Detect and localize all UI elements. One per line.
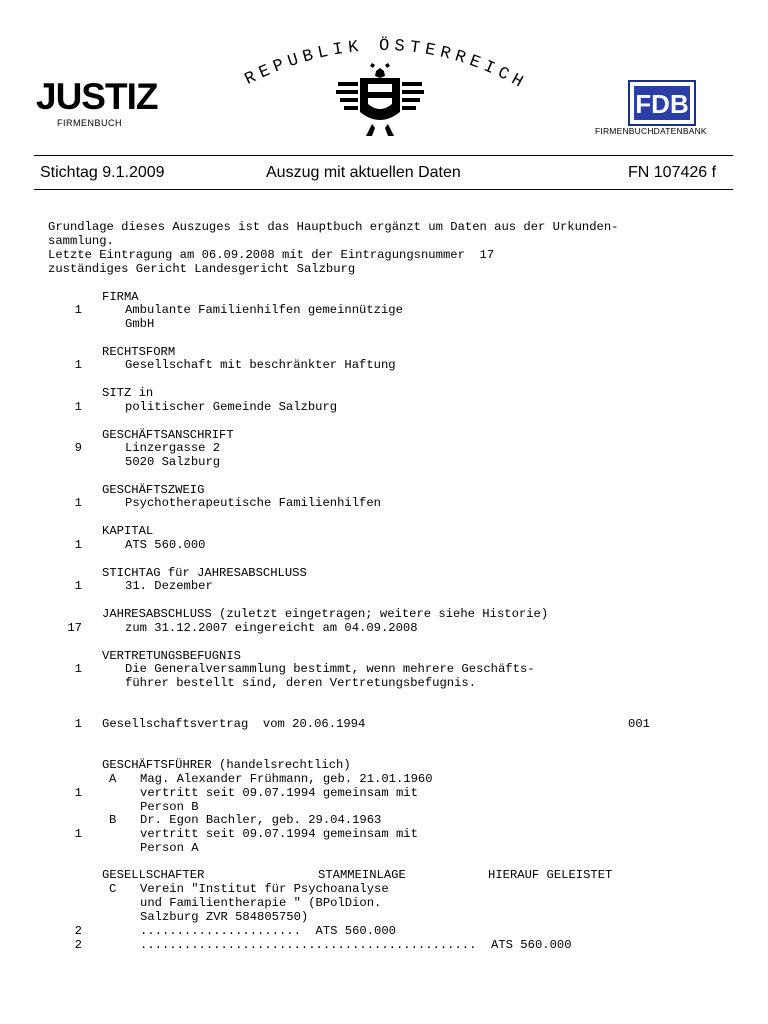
entry-number: 9: [74, 441, 82, 455]
header-top-rule: [34, 155, 733, 156]
entry-number: 2: [74, 924, 82, 938]
entry-number: 1: [74, 662, 82, 676]
person-detail: vertritt seit 09.07.1994 gemeinsam mit: [140, 827, 418, 841]
entry-number: 1: [74, 303, 82, 317]
section-title-jahresabschluss: JAHRESABSCHLUSS (zuletzt eingetragen; weitere siehe Historie): [102, 607, 549, 621]
intro-line: Letzte Eintragung am 06.09.2008 mit der Eintragungsnummer 17: [48, 248, 495, 262]
section-title-firma: FIRMA: [102, 290, 139, 304]
anschrift-line: 5020 Salzburg: [125, 455, 221, 469]
header-bottom-rule: [34, 189, 733, 190]
stammeinlage-value: ...................... ATS 560.000: [140, 924, 396, 938]
stammeinlage-header: STAMMEINLAGE: [318, 868, 406, 882]
kapital-line: ATS 560.000: [125, 538, 206, 552]
austrian-eagle-icon: [330, 60, 430, 140]
intro-line: zuständiges Gericht Landesgericht Salzburg: [48, 262, 356, 276]
svg-text:FDB: FDB: [635, 89, 689, 119]
entry-number: 1: [74, 827, 82, 841]
gesellschafter-header: GESELLSCHAFTER: [102, 868, 205, 882]
entry-number: 2: [74, 938, 82, 952]
jahresabschluss-line: zum 31.12.2007 eingereicht am 04.09.2008: [125, 621, 418, 635]
entry-number: 1: [74, 358, 82, 372]
entry-number: 1: [74, 717, 82, 731]
entry-number: 1: [74, 786, 82, 800]
fdb-logo-subtitle: FIRMENBUCHDATENBANK: [595, 126, 707, 136]
vertretung-line: Die Generalversammlung bestimmt, wenn mehrere Geschäfts-: [125, 662, 535, 676]
person-letter: A: [109, 772, 117, 786]
gesellschafter-line: Verein "Institut für Psychoanalyse: [140, 882, 389, 896]
person-detail: vertritt seit 09.07.1994 gemeinsam mit: [140, 786, 418, 800]
entry-number: 1: [74, 579, 82, 593]
fdb-logo-icon: [628, 80, 696, 126]
vertretung-line: führer bestellt sind, deren Vertretungsbefugnis.: [125, 676, 477, 690]
gesellschafter-letter: C: [109, 882, 117, 896]
entry-number: 17: [67, 621, 82, 635]
rechtsform-line: Gesellschaft mit beschränkter Haftung: [125, 358, 396, 372]
section-title-vertretung: VERTRETUNGSBEFUGNIS: [102, 649, 241, 663]
anschrift-line: Linzergasse 2: [125, 441, 221, 455]
entry-number: 1: [74, 496, 82, 510]
republik-text: REPUBLIK ÖSTERREICH: [242, 36, 531, 95]
vertrag-line: Gesellschaftsvertrag vom 20.06.1994: [102, 717, 366, 731]
section-title-geschaeftsfuehrer: GESCHÄFTSFÜHRER (handelsrechtlich): [102, 758, 351, 772]
person-detail: Person B: [140, 800, 199, 814]
vertrag-code: 001: [628, 717, 650, 731]
stichtag-line: 31. Dezember: [125, 579, 213, 593]
person-letter: B: [109, 813, 117, 827]
firma-line: Ambulante Familienhilfen gemeinnützige: [125, 303, 403, 317]
section-title-anschrift: GESCHÄFTSANSCHRIFT: [102, 428, 234, 442]
person-name: Mag. Alexander Frühmann, geb. 21.01.1960: [140, 772, 433, 786]
intro-line: Grundlage dieses Auszuges ist das Hauptbuch ergänzt um Daten aus der Urkunden-: [48, 220, 619, 234]
justiz-logo-subtitle: FIRMENBUCH: [57, 118, 122, 128]
intro-line: sammlung.: [48, 234, 114, 248]
geleistet-value: .............................................. ATS 560.000: [140, 938, 572, 952]
firma-line: GmbH: [125, 317, 155, 331]
section-title-rechtsform: RECHTSFORM: [102, 345, 176, 359]
fn-number: FN 107426 f: [628, 164, 717, 181]
section-title-stichtag: STICHTAG für JAHRESABSCHLUSS: [102, 566, 307, 580]
geleistet-header: HIERAUF GELEISTET: [488, 868, 613, 882]
gesellschafter-line: Salzburg ZVR 584805750): [140, 910, 309, 924]
entry-number: 1: [74, 400, 82, 414]
entry-number: 1: [74, 538, 82, 552]
person-name: Dr. Egon Bachler, geb. 29.04.1963: [140, 813, 382, 827]
justiz-logo: JUSTIZ: [36, 76, 158, 117]
stichtag-label: Stichtag 9.1.2009: [40, 164, 165, 181]
person-detail: Person A: [140, 841, 199, 855]
section-title-kapital: KAPITAL: [102, 524, 154, 538]
sitz-line: politischer Gemeinde Salzburg: [125, 400, 338, 414]
section-title-zweig: GESCHÄFTSZWEIG: [102, 483, 205, 497]
gesellschafter-line: und Familientherapie " (BPolDion.: [140, 896, 382, 910]
page-title: Auszug mit aktuellen Daten: [266, 164, 461, 181]
section-title-sitz: SITZ in: [102, 386, 154, 400]
zweig-line: Psychotherapeutische Familienhilfen: [125, 496, 381, 510]
